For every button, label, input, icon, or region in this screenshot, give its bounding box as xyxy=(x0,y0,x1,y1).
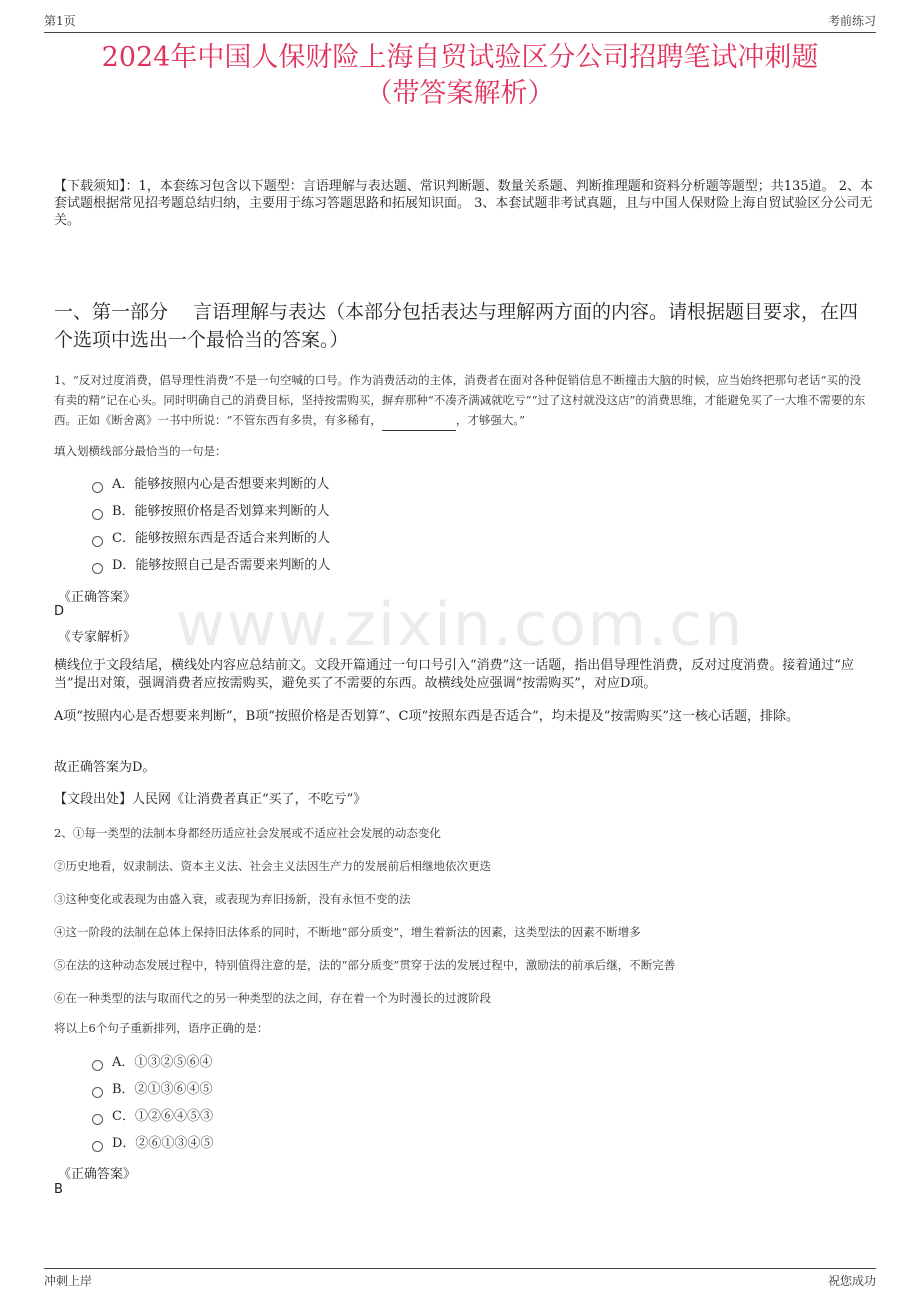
q1-text-before: 1、“反对过度消费，倡导理性消费”不是一句空喊的口号。作为消费活动的主体，消费者在面对各种促销信息不断撞击大脑的时候，应当始终把那句老话“买的没有卖的精”记在心头。同时明确自己的消费目标，坚持按需购买，摒弃那种“不凑齐满减就吃亏”“过了这村就没这店”的消费思维，才能避免买了一大堆不需要的东西。正如《断舍离》一书中所说：“不管东西有多贵，有多稀有， xyxy=(54,373,866,427)
option-label: C．①②⑥④⑤③ xyxy=(112,1109,213,1124)
q1-analysis-para-1: 横线位于文段结尾，横线处内容应总结前文。文段开篇通过一句口号引入“消费”这一话题，指出倡导理性消费，反对过度消费。接着通过“应当”提出对策，强调消费者应按需购买，避免买了不需要的东西。故横线处应强调“按需购买”，对应D项。 xyxy=(54,658,854,691)
q1-text-after: ，才够强大。” xyxy=(455,413,526,427)
title-line-2: （带答案解析） xyxy=(365,78,555,109)
footer-left: 冲刺上岸 xyxy=(44,1274,93,1288)
q1-option-c[interactable] xyxy=(92,530,330,548)
title-line-1: 2024年中国人保财险上海自贸试验区分公司招聘笔试冲刺题 xyxy=(101,42,819,73)
radio-icon[interactable] xyxy=(92,536,103,547)
question-1-text xyxy=(54,370,870,431)
q2-option-c[interactable] xyxy=(92,1108,213,1126)
option-label: A．能够按照内心是否想要来判断的人 xyxy=(112,477,330,492)
page-title xyxy=(40,40,880,112)
q2-line-4: ④这一阶段的法制在总体上保持旧法体系的同时，不断地“部分质变”，增生着新法的因素，这类型法的因素不断增多 xyxy=(54,925,641,939)
q2-line-1: 2、①每一类型的法制本身都经历适应社会发展或不适应社会发展的动态变化 xyxy=(54,826,441,840)
q1-analysis-para-3: 故正确答案为D。 xyxy=(54,760,156,775)
q1-option-d[interactable] xyxy=(92,557,330,575)
q1-answer-label: 《正确答案》 xyxy=(58,590,137,605)
q1-analysis-label: 《专家解析》 xyxy=(58,630,137,645)
q2-line-2: ②历史地看，奴隶制法、资本主义法、社会主义法因生产力的发展前后相继地依次更迭 xyxy=(54,859,491,873)
q1-answer: D xyxy=(54,604,65,619)
footer-right: 祝您成功 xyxy=(827,1274,876,1288)
section-heading: 一、第一部分 言语理解与表达（本部分包括表达与理解两方面的内容。请根据题目要求，在四个选项中选出一个最恰当的答案。） xyxy=(54,301,859,351)
q2-prompt: 将以上6个句子重新排列，语序正确的是： xyxy=(54,1021,269,1035)
download-notice: 【下载须知】：1，本套练习包含以下题型：言语理解与表达题、常识判断题、数量关系题、判断推理题和资料分析题等题型；共135道。 2、本套试题根据常见招考题总结归纳，主要用于练习答题思路和拓展知识面。 3、本套试题非考试真题，且与中国人保财险上海自贸试验区分公司无关。 xyxy=(54,179,873,228)
footer-rule xyxy=(44,1268,876,1269)
radio-icon[interactable] xyxy=(92,1087,103,1098)
q1-analysis-para-2: A项“按照内心是否想要来判断”，B项“按照价格是否划算”、C项“按照东西是否适合”，均未提及“按需购买”这一核心话题，排除。 xyxy=(54,709,800,724)
page-number: 第1页 xyxy=(44,14,76,28)
q2-option-b[interactable] xyxy=(92,1081,213,1099)
option-label: B．②①③⑥④⑤ xyxy=(112,1082,213,1097)
q2-answer-label: 《正确答案》 xyxy=(58,1167,137,1182)
q1-source: 【文段出处】人民网《让消费者真正“买了，不吃亏”》 xyxy=(54,792,367,807)
q2-line-5: ⑤在法的这种动态发展过程中，特别值得注意的是，法的“部分质变”贯穿于法的发展过程中，激励法的前承后继，不断完善 xyxy=(54,958,676,972)
q2-line-6: ⑥在一种类型的法与取而代之的另一种类型的法之间，存在着一个为时漫长的过渡阶段 xyxy=(54,991,491,1005)
q1-option-a[interactable] xyxy=(92,476,329,494)
option-label: D．②⑥①③④⑤ xyxy=(112,1136,214,1151)
radio-icon[interactable] xyxy=(92,563,103,574)
watermark: www.zixin.com.cn xyxy=(175,590,745,660)
radio-icon[interactable] xyxy=(92,1060,103,1071)
radio-icon[interactable] xyxy=(92,1114,103,1125)
q2-answer: B xyxy=(54,1182,63,1197)
option-label: C．能够按照东西是否适合来判断的人 xyxy=(112,531,330,546)
q1-option-b[interactable] xyxy=(92,503,330,521)
q2-option-d[interactable] xyxy=(92,1135,213,1153)
radio-icon[interactable] xyxy=(92,509,103,520)
q2-line-3: ③这种变化或表现为由盛入衰，或表现为弃旧扬新，没有永恒不变的法 xyxy=(54,892,411,906)
q1-prompt: 填入划横线部分最恰当的一句是： xyxy=(54,444,227,458)
header-tag: 考前练习 xyxy=(827,14,876,28)
header-rule xyxy=(44,0,876,33)
radio-icon[interactable] xyxy=(92,482,103,493)
radio-icon[interactable] xyxy=(92,1141,103,1152)
option-label: B．能够按照价格是否划算来判断的人 xyxy=(112,504,330,519)
option-label: A．①③②⑤⑥④ xyxy=(112,1055,213,1070)
q1-blank xyxy=(382,410,456,431)
q2-option-a[interactable] xyxy=(92,1054,212,1072)
option-label: D．能够按照自己是否需要来判断的人 xyxy=(112,558,331,573)
